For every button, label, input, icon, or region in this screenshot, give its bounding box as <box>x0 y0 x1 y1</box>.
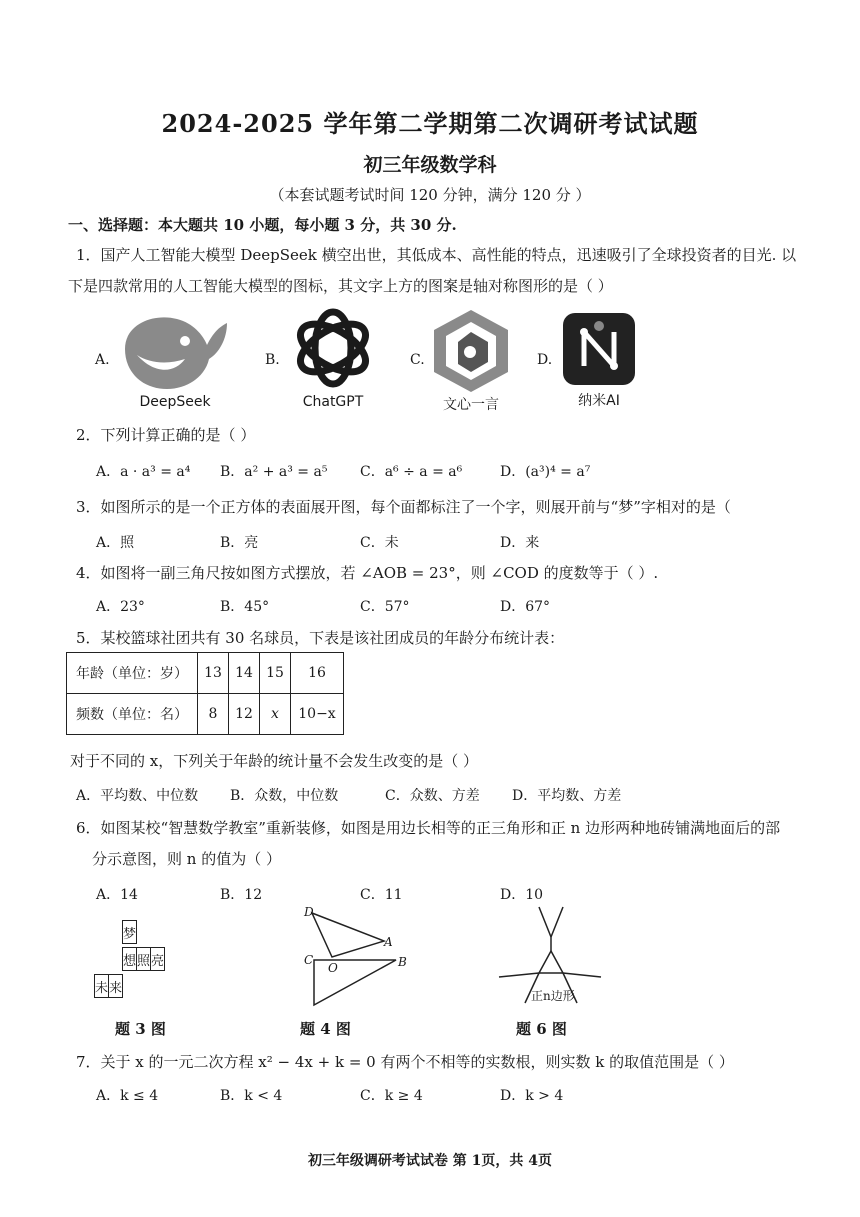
table-cell: 14 <box>229 653 260 694</box>
q1-option-c-caption: 文心一言 <box>443 397 499 413</box>
q2-option-d: D．(a³)⁴ = a⁷ <box>500 464 591 480</box>
q7-stem: 7．关于 x 的一元二次方程 x² − 4x + k = 0 有两个不相等的实数根，则实数 k 的取值范围是（ ） <box>76 1053 734 1071</box>
table-row <box>67 653 344 694</box>
q6-option-d: D．10 <box>500 887 544 903</box>
q4-option-c: C．57° <box>360 599 410 615</box>
figure-4-caption: 题 4 图 <box>300 1020 351 1038</box>
q6-option-c: C．11 <box>360 887 403 903</box>
table-cell: 8 <box>198 694 229 735</box>
q5-option-b: B．众数，中位数 <box>230 788 339 804</box>
figure-3-caption: 题 3 图 <box>115 1020 166 1038</box>
q7-option-b: B．k < 4 <box>220 1088 283 1104</box>
exam-title: 2024-2025 学年第二学期第二次调研考试试题 <box>161 109 699 138</box>
q6-line2: 分示意图，则 n 的值为（ ） <box>92 850 281 868</box>
table-cell: 12 <box>229 694 260 735</box>
q3-option-c: C．未 <box>360 535 399 551</box>
net-cell-text: 梦 <box>123 921 137 944</box>
namiai-logo-icon <box>562 312 636 390</box>
q5-option-d: D．平均数、方差 <box>512 788 622 804</box>
q1-line1: 1．国产人工智能大模型 DeepSeek 横空出世，其低成本、高性能的特点，迅速吸引了全球投资者的目光. 以 <box>76 246 797 264</box>
wenxin-logo-icon <box>430 308 512 398</box>
q3-option-b: B．亮 <box>220 535 259 551</box>
q2-option-c: C．a⁶ ÷ a = a⁶ <box>360 464 463 480</box>
exam-subtitle: 初三年级数学科 <box>363 154 497 176</box>
q1-option-c-letter: C. <box>410 352 425 368</box>
label-c: C <box>304 953 314 967</box>
label-o: O <box>328 961 338 975</box>
table-cell: 16 <box>291 653 344 694</box>
q1-option-b-caption: ChatGPT <box>302 394 364 410</box>
table-row <box>67 694 344 735</box>
q3-option-a: A．照 <box>96 535 135 551</box>
q5-option-c: C．众数、方差 <box>385 788 480 804</box>
net-cell-text: 亮 <box>151 948 165 971</box>
table-cell: 频数（单位：名） <box>67 694 198 735</box>
age-frequency-table <box>66 652 344 735</box>
q1-option-a-letter: A. <box>95 352 110 368</box>
q1-option-d-letter: D. <box>537 352 553 368</box>
figure-6-caption: 题 6 图 <box>516 1020 567 1038</box>
net-cell <box>122 920 137 944</box>
net-cell <box>94 974 123 998</box>
label-b: B <box>398 955 407 969</box>
q4-stem: 4．如图将一副三角尺按如图方式摆放，若 ∠AOB = 23°，则 ∠COD 的度数等于（ ）. <box>76 564 659 582</box>
regular-n-gon-label: 正n边形 <box>531 989 575 1003</box>
label-d: D <box>304 905 314 919</box>
q1-line2: 下是四款常用的人工智能大模型的图标，其文字上方的图案是轴对称图形的是（ ） <box>68 277 613 295</box>
q3-stem: 3．如图所示的是一个正方体的表面展开图，每个面都标注了一个字，则展开前与“梦”字相对的是（ <box>76 498 731 516</box>
net-cell <box>122 947 165 971</box>
figure-4-set-squares <box>300 905 420 1014</box>
q7-option-d: D．k > 4 <box>500 1088 564 1104</box>
q4-option-b: B．45° <box>220 599 270 615</box>
net-cell-text: 来 <box>109 975 123 998</box>
table-cell: 年龄（单位：岁） <box>67 653 198 694</box>
q7-option-c: C．k ≥ 4 <box>360 1088 423 1104</box>
q1-option-b-letter: B. <box>265 352 280 368</box>
q5-option-a: A．平均数、中位数 <box>76 788 199 804</box>
q1-option-d-caption: 纳米AI <box>578 393 620 409</box>
table-cell: 13 <box>198 653 229 694</box>
q6-option-a: A．14 <box>96 887 138 903</box>
q6-line1: 6．如图某校“智慧数学教室”重新装修，如图是用边长相等的正三角形和正 n 边形两种地砖铺满地面后的部 <box>76 819 781 837</box>
q1-option-a-caption: DeepSeek <box>139 394 211 410</box>
q4-option-a: A．23° <box>96 599 145 615</box>
q2-option-b: B．a² + a³ = a⁵ <box>220 464 328 480</box>
q5-stem: 5．某校篮球社团共有 30 名球员，下表是该社团成员的年龄分布统计表： <box>76 629 565 647</box>
table-cell: 15 <box>260 653 291 694</box>
net-cell-text: 照 <box>137 948 151 971</box>
deepseek-logo-icon <box>115 305 235 397</box>
net-cell-text: 未 <box>95 975 109 998</box>
table-cell: x <box>260 694 291 735</box>
q3-option-d: D．来 <box>500 535 540 551</box>
q5-after: 对于不同的 x，下列关于年龄的统计量不会发生改变的是（ ） <box>70 752 478 770</box>
label-a: A <box>384 935 393 949</box>
q7-option-a: A．k ≤ 4 <box>96 1088 159 1104</box>
q2-stem: 2．下列计算正确的是（ ） <box>76 426 256 444</box>
net-cell-text: 想 <box>123 948 137 971</box>
q6-option-b: B．12 <box>220 887 263 903</box>
figure-6-tiling <box>495 905 605 1009</box>
exam-note: （本套试题考试时间 120 分钟，满分 120 分 ） <box>269 186 591 204</box>
section-heading: 一、选择题：本大题共 10 小题，每小题 3 分，共 30 分. <box>68 216 457 234</box>
table-cell: 10−x <box>291 694 344 735</box>
q2-option-a: A．a · a³ = a⁴ <box>96 464 191 480</box>
page-footer: 初三年级调研考试试卷 第 1页，共 4页 <box>307 1153 553 1169</box>
chatgpt-logo-icon <box>288 303 378 397</box>
q4-option-d: D．67° <box>500 599 551 615</box>
